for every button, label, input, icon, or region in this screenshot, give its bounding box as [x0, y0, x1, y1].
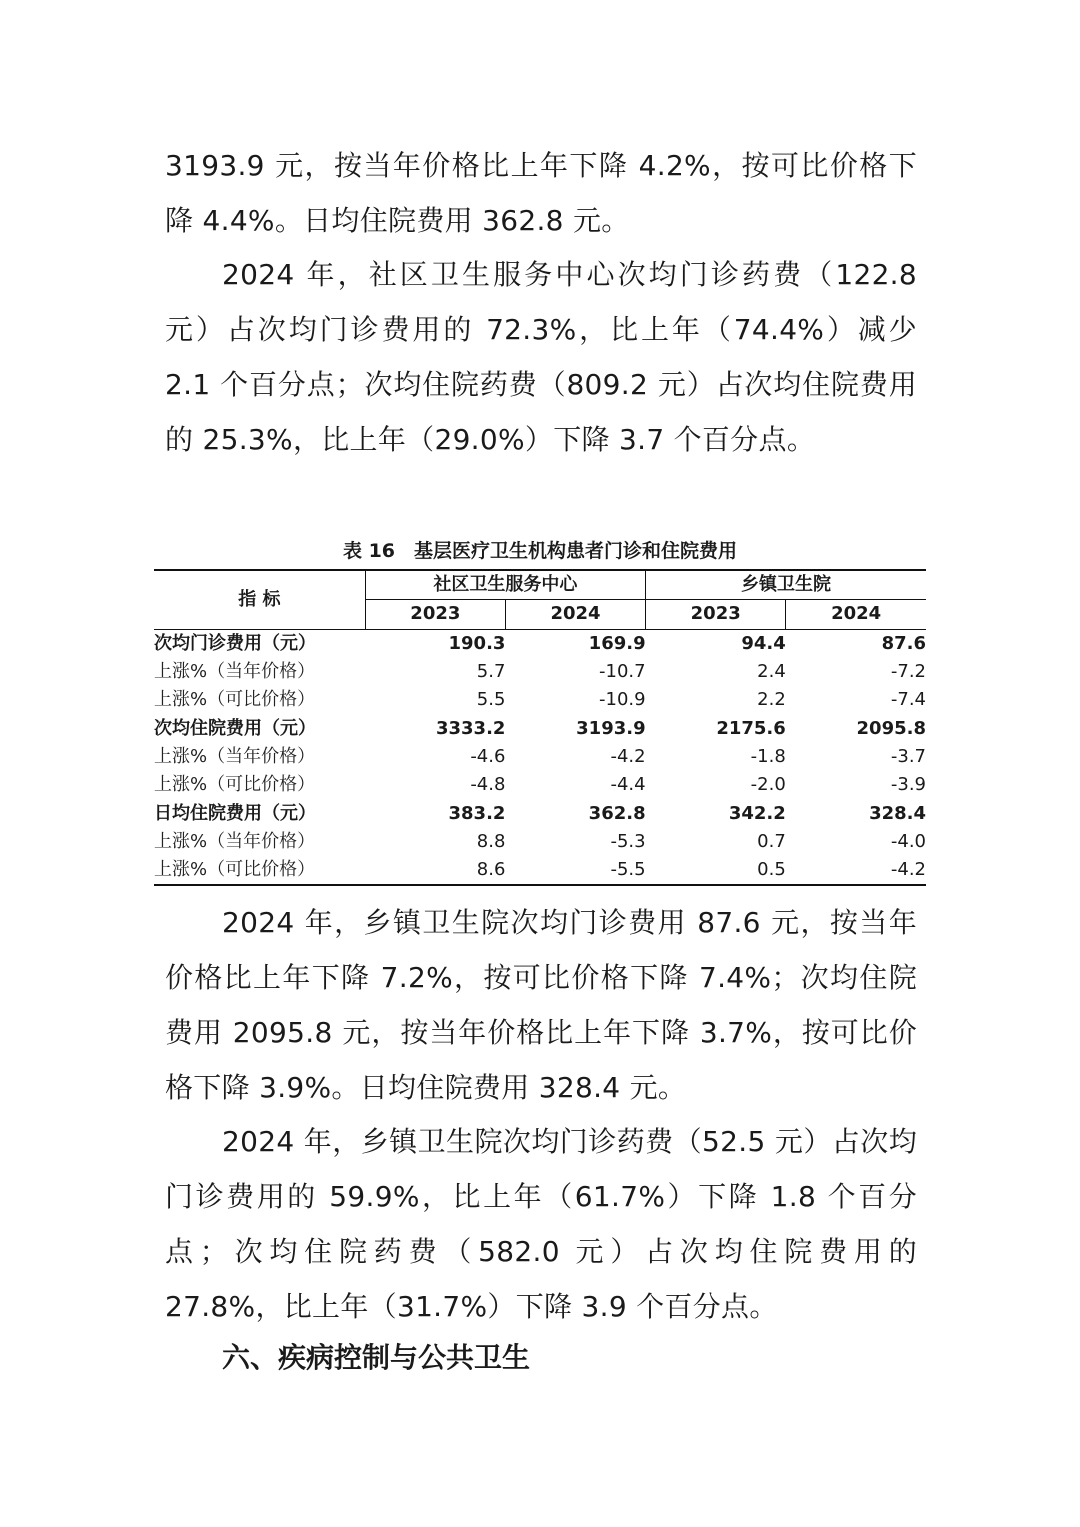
table-cell: -5.3: [610, 830, 646, 852]
table-cell: -5.5: [505, 856, 645, 885]
row-label: 次均门诊费用（元）: [154, 632, 316, 654]
table-row: [154, 629, 926, 658]
row-label: 上涨%（可比价格）: [154, 689, 316, 711]
row-label: 上涨%（当年价格）: [154, 661, 316, 683]
table-row: [154, 828, 926, 856]
table-cell: 2.4: [757, 661, 786, 683]
table-cell: 2.2: [757, 689, 786, 711]
table-row: [154, 856, 926, 885]
table-row: [154, 799, 926, 827]
table-row: [154, 771, 926, 799]
table-cell: 0.7: [757, 830, 786, 852]
year-header: 2023: [365, 600, 505, 629]
row-label: 上涨%（可比价格）: [154, 774, 316, 796]
table-cell: 87.6: [881, 632, 926, 654]
table-cell: 2175.6: [716, 717, 786, 739]
paragraph-continued: 3193.9 元，按当年价格比上年下降 4.2%，按可比价格下降 4.4%。日均住院费用 362.8 元。: [165, 149, 917, 237]
row-label: 日均住院费用（元）: [154, 802, 316, 824]
table-cell: -1.8: [750, 745, 786, 767]
table-cell: -4.6: [470, 745, 506, 767]
table-cell: -4.2: [786, 856, 926, 885]
table-cell: 5.7: [476, 661, 506, 683]
cost-table: [154, 569, 926, 886]
table-cell: -4.4: [610, 774, 646, 796]
paragraph-township-costs: 2024 年，乡镇卫生院次均门诊费用 87.6 元，按当年价格比上年下降 7.2%，按可比价格下降 7.4%；次均住院费用 2095.8 元，按当年价格比上年下降 3.7%，按可比价格下降 3.9%。日均住院费用 328.4 元。: [165, 906, 917, 1104]
table-cell: 3333.2: [435, 717, 506, 739]
table-cell: 0.5: [646, 856, 786, 885]
row-label: 次均住院费用（元）: [154, 717, 316, 739]
table-cell: -4.2: [610, 745, 646, 767]
table-cell: -7.4: [890, 689, 926, 711]
row-label: 上涨%（当年价格）: [154, 830, 316, 852]
table-body: [154, 629, 926, 885]
table-cell: -10.7: [599, 661, 646, 683]
table-cell: 169.9: [588, 632, 646, 654]
table-cell: 94.4: [741, 632, 786, 654]
group-header-township: 乡镇卫生院: [646, 570, 926, 600]
table-cell: -3.7: [890, 745, 926, 767]
table-title: 表 16 基层医疗卫生机构患者门诊和住院费用: [342, 540, 738, 562]
table-cell: 2095.8: [856, 717, 926, 739]
section-heading: 六、疾病控制与公共卫生: [222, 1341, 531, 1374]
table-cell: -4.0: [890, 830, 926, 852]
table-cell: 8.6: [365, 856, 505, 885]
group-header-community: 社区卫生服务中心: [365, 570, 645, 600]
indicator-header: 指 标: [154, 570, 365, 629]
table-cell: -2.0: [750, 774, 786, 796]
table-row: [154, 714, 926, 742]
table-row: [154, 658, 926, 686]
year-header: 2024: [786, 600, 926, 629]
table-cell: 383.2: [448, 802, 506, 824]
table-cell: 342.2: [728, 802, 786, 824]
table-cell: 5.5: [476, 689, 506, 711]
table-cell: -7.2: [890, 661, 926, 683]
table-cell: 362.8: [588, 802, 646, 824]
row-label: 上涨%（当年价格）: [154, 745, 316, 767]
row-label: 上涨%（可比价格）: [154, 856, 365, 885]
paragraph-community-drug-costs: 2024 年，社区卫生服务中心次均门诊药费（122.8 元）占次均门诊费用的 72.3%，比上年（74.4%）减少 2.1 个百分点；次均住院药费（809.2 元）占次均住院费用的 25.3%，比上年（29.0%）下降 3.7 个百分点。: [165, 258, 917, 456]
table-cell: -10.9: [599, 689, 646, 711]
paragraph-township-drug-costs: 2024 年，乡镇卫生院次均门诊药费（52.5 元）占次均门诊费用的 59.9%，比上年（61.7%）下降 1.8 个百分点；次均住院药费（582.0 元）占次均住院费用的 27.8%，比上年（31.7%）下降 3.9 个百分点。: [165, 1125, 917, 1323]
year-header: 2023: [646, 600, 786, 629]
table-cell: 190.3: [448, 632, 506, 654]
table-row: [154, 686, 926, 714]
table-cell: 328.4: [869, 802, 926, 824]
year-header: 2024: [505, 600, 645, 629]
table-cell: -3.9: [890, 774, 926, 796]
table-cell: 3193.9: [576, 717, 646, 739]
table-row: [154, 743, 926, 771]
table-cell: 8.8: [476, 830, 506, 852]
table-cell: -4.8: [470, 774, 506, 796]
